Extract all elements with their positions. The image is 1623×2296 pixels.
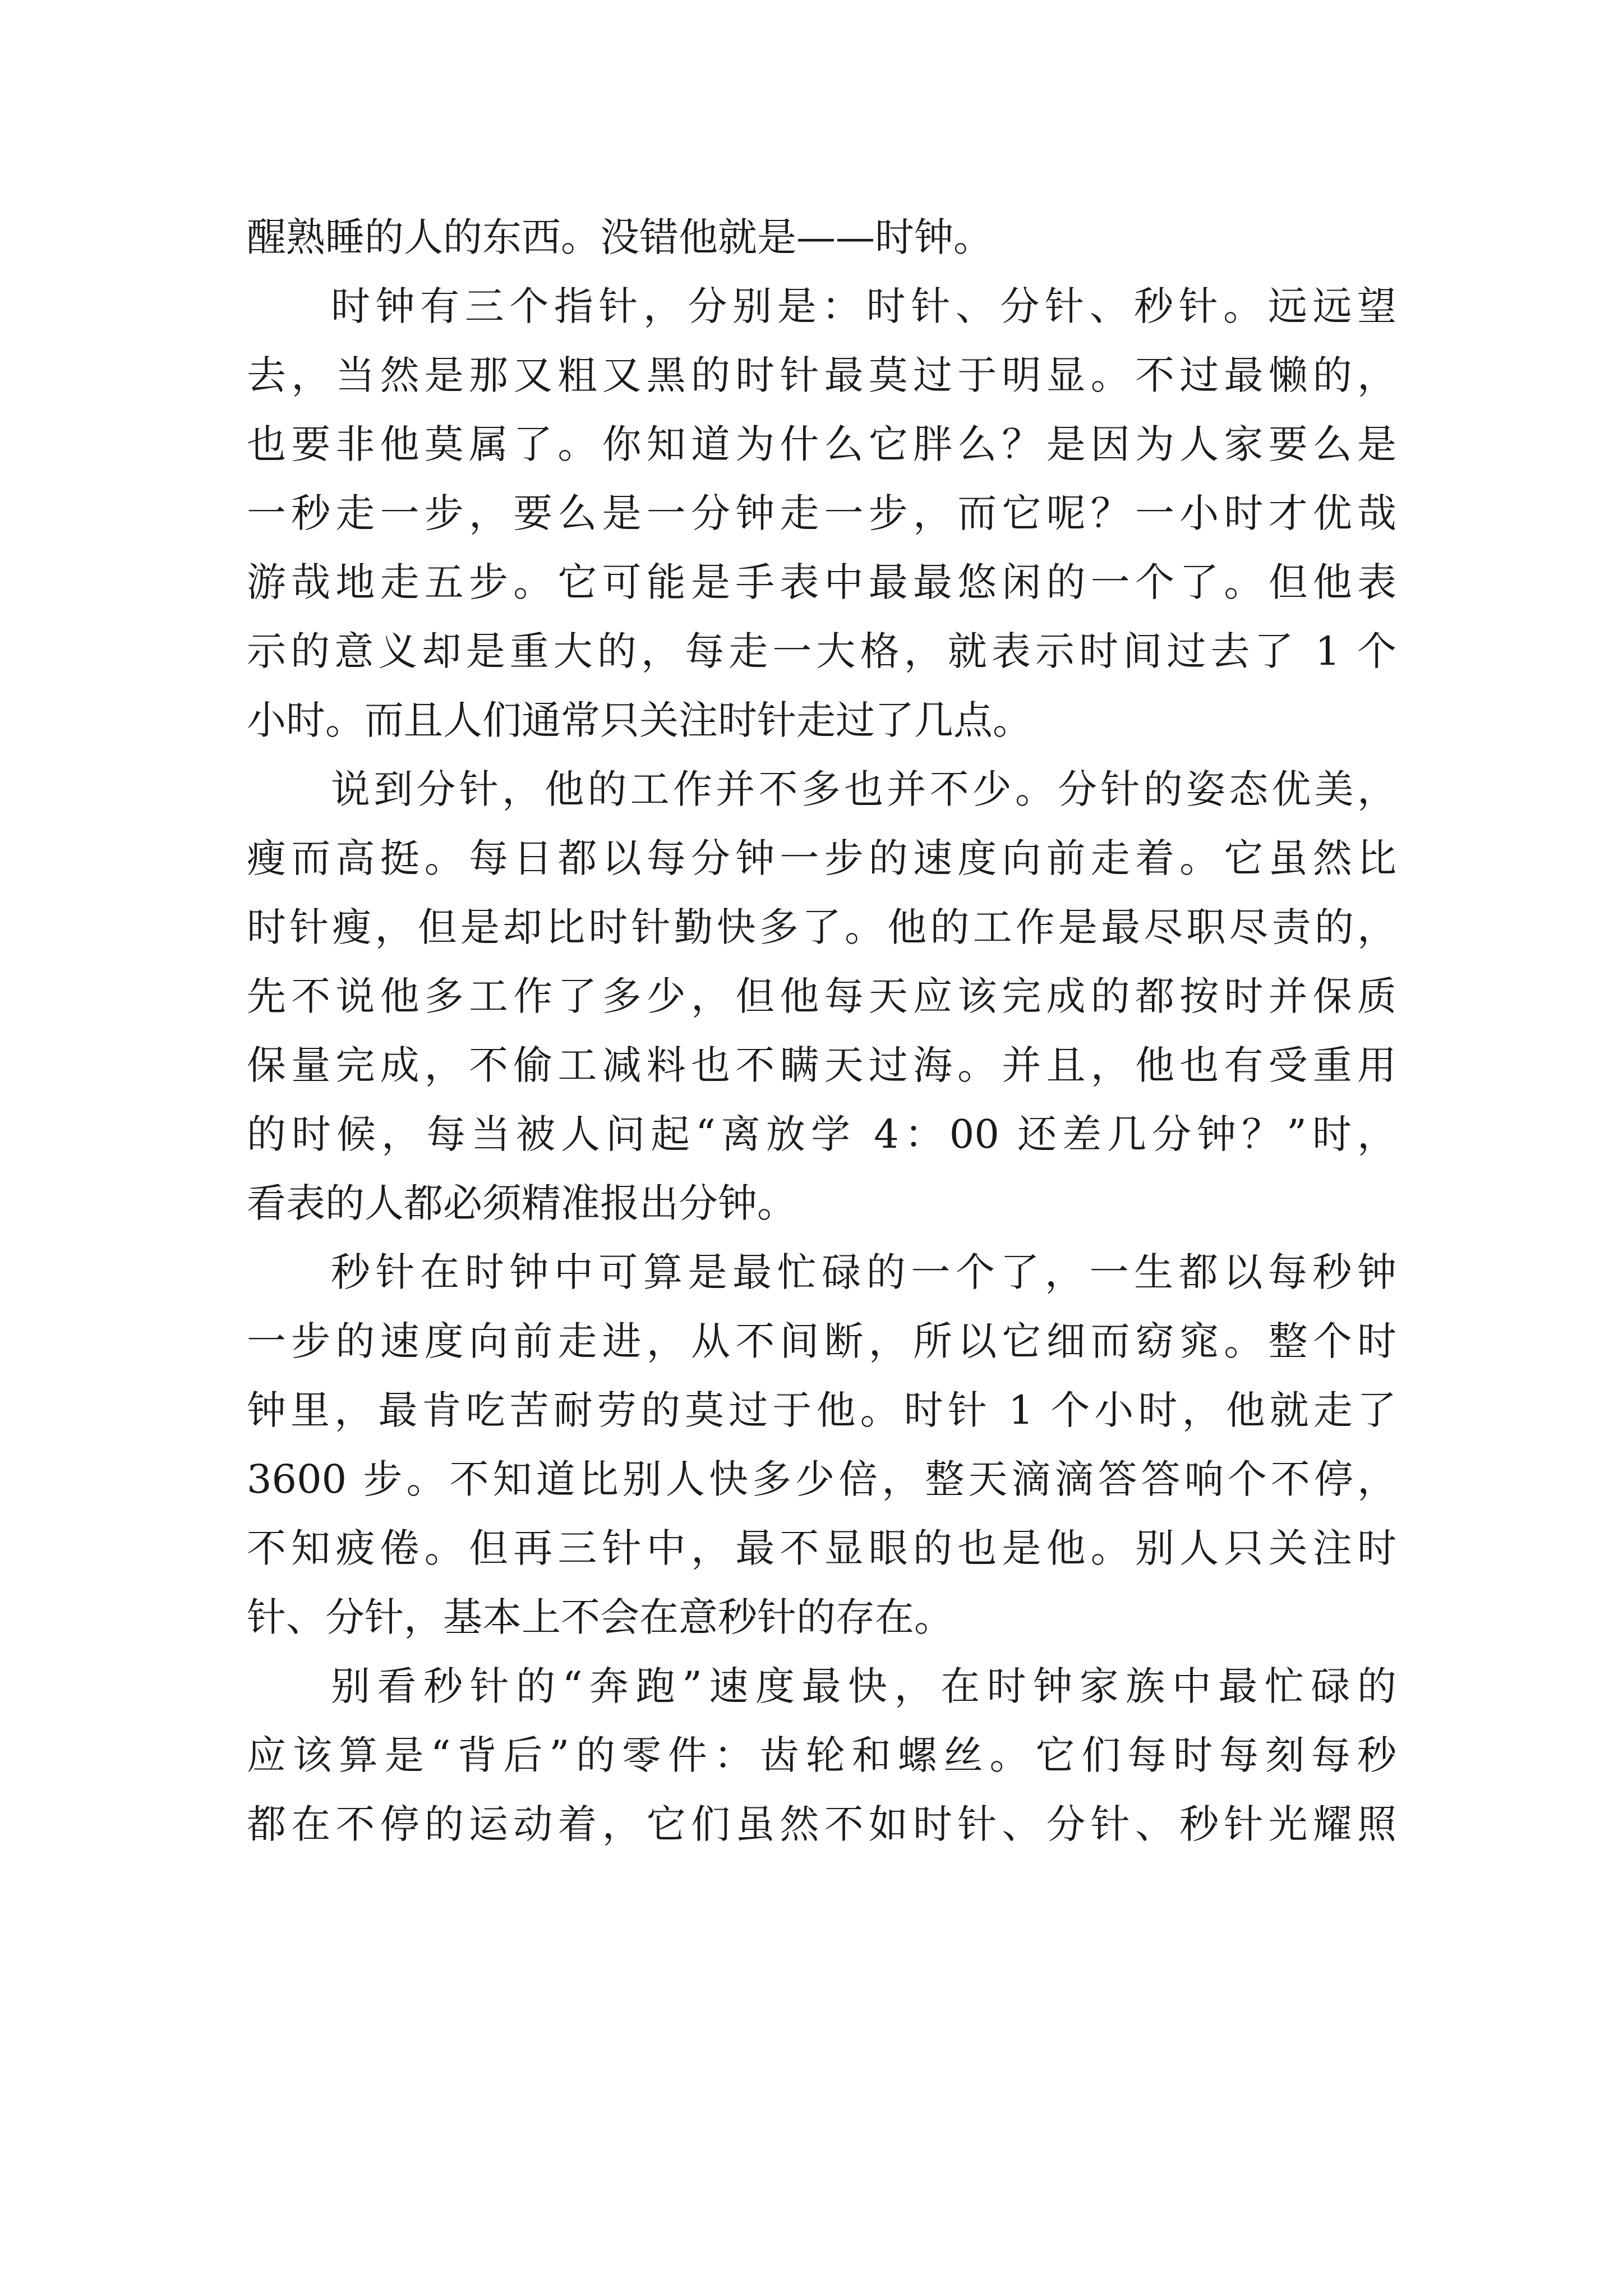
text-line: 时钟有三个指针，分别是：时针、分针、秒针。远远望	[331, 283, 1396, 329]
text-line: 一秒走一步，要么是一分钟走一步，而它呢？一小时才优哉	[247, 490, 1396, 536]
text-line: 一步的速度向前走进，从不间断，所以它细而窈窕。整个时	[247, 1318, 1396, 1364]
body-text	[247, 203, 1396, 1859]
text-line: 瘦而高挺。每日都以每分钟一步的速度向前走着。它虽然比	[247, 835, 1396, 881]
text-line: 保量完成，不偷工减料也不瞒天过海。并且，他也有受重用	[247, 1042, 1396, 1088]
text-line: 不知疲倦。但再三针中，最不显眼的也是他。别人只关注时	[247, 1525, 1396, 1571]
text-line: 醒熟睡的人的东西。没错他就是——时钟。	[247, 214, 993, 260]
text-line: 说到分针，他的工作并不多也并不少。分针的姿态优美，	[331, 766, 1396, 812]
text-line: 时针瘦，但是却比时针勤快多了。他的工作是最尽职尽责的，	[247, 904, 1396, 950]
text-line: 示的意义却是重大的，每走一大格，就表示时间过去了 1 个	[247, 628, 1396, 674]
text-line: 秒针在时钟中可算是最忙碌的一个了，一生都以每秒钟	[331, 1249, 1396, 1295]
text-line: 针、分针，基本上不会在意秒针的存在。	[247, 1594, 953, 1640]
text-line: 3600 步。不知道比别人快多少倍，整天滴滴答答响个不停，	[247, 1456, 1396, 1502]
text-line: 先不说他多工作了多少，但他每天应该完成的都按时并保质	[247, 973, 1396, 1019]
text-line: 应该算是“背后”的零件：齿轮和螺丝。它们每时每刻每秒	[247, 1732, 1396, 1778]
text-line: 去，当然是那又粗又黑的时针最莫过于明显。不过最懒的，	[247, 352, 1396, 398]
text-line: 看表的人都必须精准报出分钟。	[247, 1180, 796, 1226]
text-line: 都在不停的运动着，它们虽然不如时针、分针、秒针光耀照	[247, 1801, 1396, 1847]
text-line: 的时候，每当被人问起“离放学 4：00 还差几分钟？”时，	[247, 1111, 1396, 1157]
text-line: 游哉地走五步。它可能是手表中最最悠闲的一个了。但他表	[247, 559, 1396, 605]
text-line: 小时。而且人们通常只关注时针走过了几点。	[247, 697, 1032, 743]
text-line: 也要非他莫属了。你知道为什么它胖么？是因为人家要么是	[247, 421, 1396, 467]
text-line: 别看秒针的“奔跑”速度最快，在时钟家族中最忙碌的	[331, 1663, 1396, 1709]
text-line: 钟里，最肯吃苦耐劳的莫过于他。时针 1 个小时，他就走了	[247, 1387, 1396, 1433]
